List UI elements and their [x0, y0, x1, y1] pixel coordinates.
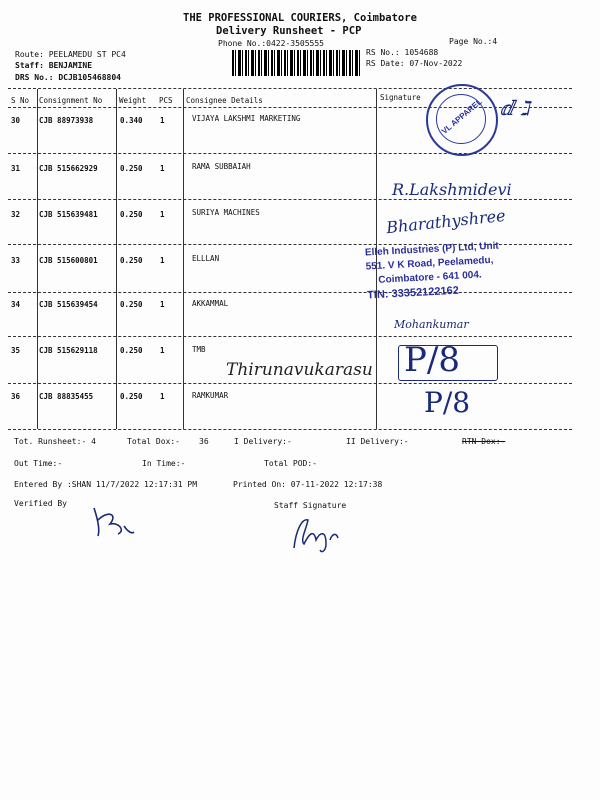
row-consignee: TMB — [192, 345, 206, 354]
row-pcs: 1 — [160, 346, 165, 355]
verified-by-signature — [88, 500, 138, 540]
row-pcs: 1 — [160, 300, 165, 309]
row-consignment: CJB 515662929 — [39, 164, 98, 173]
rs-number: RS No.: 1054688 — [366, 48, 439, 57]
out-time: Out Time:- — [14, 459, 63, 468]
row-consignee: AKKAMMAL — [192, 299, 229, 308]
column-header-sno: S No — [11, 96, 30, 105]
round-stamp — [426, 84, 498, 156]
handwritten-signature: Mohankumar — [394, 318, 469, 331]
handwritten-signature: R.Lakshmidevi — [392, 180, 512, 199]
column-header-weight: Weight — [119, 96, 147, 105]
document-title: Delivery Runsheet - PCP — [216, 25, 362, 37]
phone-number: Phone No.:0422-3505555 — [218, 39, 324, 48]
row-rule — [8, 336, 572, 337]
row-consignee: RAMA SUBBAIAH — [192, 162, 251, 171]
column-header-consignee: Consignee Details — [186, 96, 263, 105]
row-rule — [8, 153, 572, 154]
row-weight: 0.340 — [120, 116, 143, 125]
row-pcs: 1 — [160, 164, 165, 173]
rs-date: RS Date: 07-Nov-2022 — [366, 59, 463, 68]
row-weight: 0.250 — [120, 164, 143, 173]
row-consignee: SURIYA MACHINES — [192, 208, 260, 217]
row-sno: 36 — [11, 392, 21, 401]
row-consignment: CJB 88835455 — [39, 392, 94, 401]
row-pcs: 1 — [160, 210, 165, 219]
row-consignment: CJB 515639481 — [39, 210, 98, 219]
total-runsheet: Tot. Runsheet:- 4 — [14, 437, 96, 446]
row-pcs: 1 — [160, 116, 165, 125]
table-bottom-rule — [8, 429, 572, 430]
table-top-rule — [8, 88, 572, 89]
column-header-signature: Signature — [380, 93, 421, 102]
mark-box — [398, 345, 498, 381]
column-divider — [37, 89, 38, 429]
handwritten-signature: Thirunavukarasu — [226, 360, 373, 380]
row-sno: 33 — [11, 256, 21, 265]
row-sno: 31 — [11, 164, 21, 173]
handwritten-signature: Bharathyshree — [385, 205, 507, 238]
row-weight: 0.250 — [120, 300, 143, 309]
row-pcs: 1 — [160, 392, 165, 401]
row-rule — [8, 199, 572, 200]
row-sno: 30 — [11, 116, 21, 125]
row-consignment: CJB 515600801 — [39, 256, 98, 265]
company-stamp-line: Coimbatore - 641 004. — [378, 269, 482, 286]
row-pcs: 1 — [160, 256, 165, 265]
verified-by-label: Verified By — [14, 499, 67, 508]
row-consignment: CJB 515629118 — [39, 346, 98, 355]
row-weight: 0.250 — [120, 392, 143, 401]
staff-signature-label: Staff Signature — [274, 501, 347, 510]
entered-by: Entered By :SHAN 11/7/2022 12:17:31 PM — [14, 480, 198, 489]
column-header-consignment: Consignment No — [39, 96, 103, 105]
i-delivery: I Delivery:- — [234, 437, 292, 446]
round-stamp-text: VL APPAREL — [439, 97, 484, 136]
column-divider — [116, 89, 117, 429]
page-number: Page No.:4 — [449, 37, 498, 46]
handwritten-mark: P/8 — [404, 340, 460, 380]
row-sno: 32 — [11, 210, 21, 219]
total-dox-count: 36 — [199, 437, 209, 446]
handwritten-mark: P/8 — [424, 386, 471, 419]
column-divider — [183, 89, 184, 429]
ii-delivery: II Delivery:- — [346, 437, 409, 446]
column-header-pcs: PCS — [159, 96, 173, 105]
row-rule — [8, 383, 572, 384]
company-stamp-line: TIN: 33352122162 — [366, 284, 460, 302]
company-stamp-line: Elleh Industries (P) Ltd, Unit — [364, 240, 499, 259]
row-consignment: CJB 88973938 — [39, 116, 94, 125]
in-time: In Time:- — [142, 459, 186, 468]
row-consignee: VIJAYA LAKSHMI MARKETING — [192, 114, 301, 123]
total-pod: Total POD:- — [264, 459, 317, 468]
printed-on: Printed On: 07-11-2022 12:17:38 — [233, 480, 383, 489]
rtn-dox: RTN Dox:- — [462, 437, 506, 446]
row-weight: 0.250 — [120, 346, 143, 355]
staff-signature — [286, 510, 346, 555]
row-consignee: RAMKUMAR — [192, 391, 229, 400]
route: Route: PEELAMEDU ST PC4 — [15, 50, 126, 59]
row-sno: 34 — [11, 300, 21, 309]
total-dox-label: Total Dox:- — [127, 437, 180, 446]
barcode — [232, 50, 360, 76]
row-consignment: CJB 515639454 — [39, 300, 98, 309]
row-consignee: ELLLAN — [192, 254, 220, 263]
company-stamp-line: 551. V K Road, Peelamedu, — [365, 254, 494, 273]
handwritten-initials: ⅆ ℷ — [500, 96, 530, 120]
row-sno: 35 — [11, 346, 21, 355]
row-weight: 0.250 — [120, 210, 143, 219]
drs-number: DRS No.: DCJB105468804 — [15, 73, 121, 82]
company-stamp — [365, 241, 502, 302]
staff: Staff: BENJAMINE — [15, 61, 93, 70]
company-name: THE PROFESSIONAL COURIERS, Coimbatore — [183, 12, 417, 24]
row-weight: 0.250 — [120, 256, 143, 265]
